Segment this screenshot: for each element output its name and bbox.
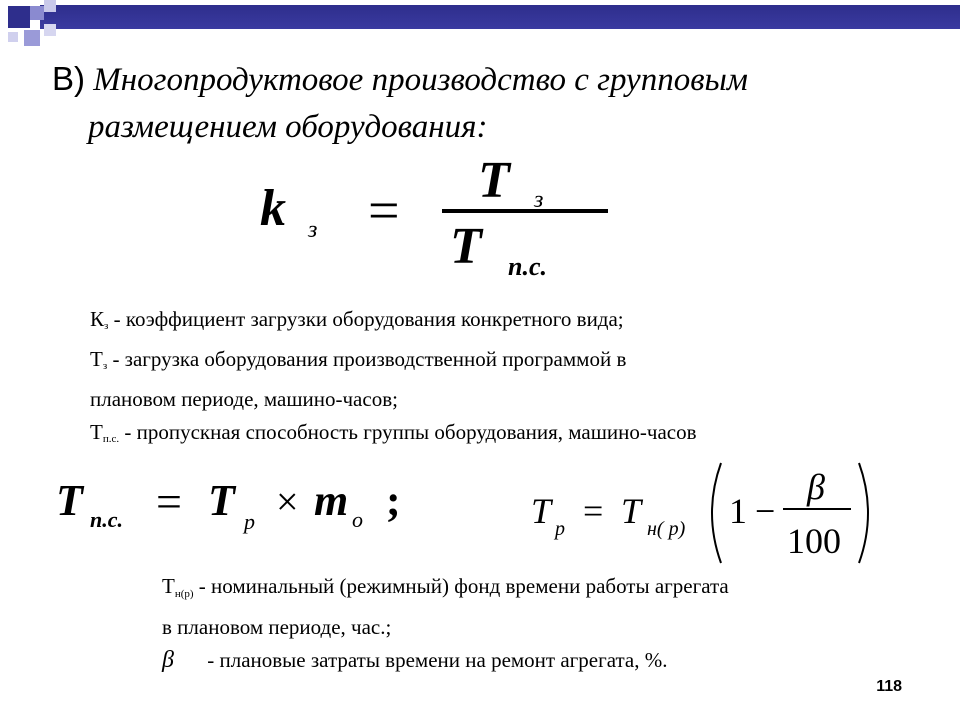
formula-lhs: k bbox=[260, 180, 286, 237]
capacity-eq: = bbox=[156, 476, 182, 527]
note-line bbox=[162, 611, 729, 644]
corner-square bbox=[8, 32, 18, 42]
capacity-m-sub: o bbox=[352, 507, 363, 532]
formula-numerator-sub: з bbox=[534, 187, 544, 213]
definition-line bbox=[90, 303, 697, 343]
corner-square bbox=[24, 30, 40, 46]
definitions-block bbox=[90, 303, 697, 456]
time-beta: β bbox=[807, 467, 825, 507]
heading-line-1: Многопродуктовое производство с групповым bbox=[93, 62, 748, 98]
definition-text: - коэффициент загрузки оборудования конкретного вида; bbox=[108, 307, 624, 331]
definition-line bbox=[90, 416, 697, 456]
symbol: К bbox=[90, 307, 105, 331]
definition-line bbox=[90, 383, 697, 416]
capacity-t1: T bbox=[56, 476, 83, 525]
heading-marker: В) bbox=[52, 60, 85, 97]
definition-text: плановом периоде, машино-часов; bbox=[90, 387, 398, 411]
definition-text: - пропускная способность группы оборудования, машино-часов bbox=[119, 420, 697, 444]
formula-denominator: T bbox=[450, 218, 482, 275]
formula-numerator: T bbox=[478, 155, 510, 209]
capacity-times: × bbox=[276, 479, 299, 524]
time-hundred: 100 bbox=[787, 521, 841, 561]
left-paren bbox=[712, 463, 721, 563]
symbol: Т bbox=[90, 420, 103, 444]
time-one: 1 bbox=[729, 491, 747, 531]
formula-eq: = bbox=[368, 180, 400, 242]
corner-square bbox=[8, 6, 30, 28]
slide-heading bbox=[52, 55, 748, 151]
notes-block bbox=[162, 570, 729, 677]
time-t1-sub: p bbox=[555, 518, 565, 540]
symbol-sub: з bbox=[104, 320, 109, 332]
corner-square bbox=[44, 0, 56, 12]
right-paren bbox=[859, 463, 868, 563]
time-minus: − bbox=[755, 491, 776, 531]
capacity-end: ; bbox=[386, 476, 401, 525]
time-t2: T bbox=[621, 491, 642, 531]
beta-symbol: β bbox=[162, 647, 174, 673]
capacity-t2-sub: p bbox=[244, 509, 255, 534]
capacity-formula bbox=[52, 465, 432, 545]
capacity-t1-sub: п.с. bbox=[90, 507, 123, 532]
capacity-m: m bbox=[314, 476, 349, 525]
capacity-t2: T bbox=[208, 476, 235, 525]
corner-square bbox=[30, 6, 44, 20]
time-t1: T bbox=[531, 491, 552, 531]
symbol-sub: з bbox=[102, 360, 108, 372]
symbol: Т bbox=[90, 347, 103, 371]
page-number: 118 bbox=[876, 678, 902, 695]
note-line bbox=[162, 644, 729, 677]
symbol: Т bbox=[162, 574, 175, 598]
formula-denominator-sub: п.с. bbox=[508, 252, 547, 281]
symbol-sub: п.с. bbox=[102, 433, 120, 445]
time-t2-sub: н( p) bbox=[647, 518, 686, 540]
note-line bbox=[162, 570, 729, 611]
corner-square bbox=[44, 24, 56, 36]
time-eq: = bbox=[583, 491, 604, 531]
definition-line bbox=[90, 343, 697, 383]
formula-lhs-sub: з bbox=[308, 217, 318, 243]
note-text: - плановые затраты времени на ремонт агрегата, %. bbox=[202, 648, 668, 672]
note-text: - номинальный (режимный) фонд времени работы агрегата bbox=[193, 574, 729, 598]
definition-text: - загрузка оборудования производственной программой в bbox=[107, 347, 627, 371]
load-factor-formula bbox=[250, 155, 610, 285]
heading-line-2: размещением оборудования: bbox=[88, 109, 488, 145]
note-text: в плановом периоде, час.; bbox=[162, 615, 392, 639]
symbol-sub: н(р) bbox=[174, 588, 194, 600]
title-bar-decoration bbox=[40, 5, 960, 29]
working-time-formula bbox=[525, 455, 885, 570]
